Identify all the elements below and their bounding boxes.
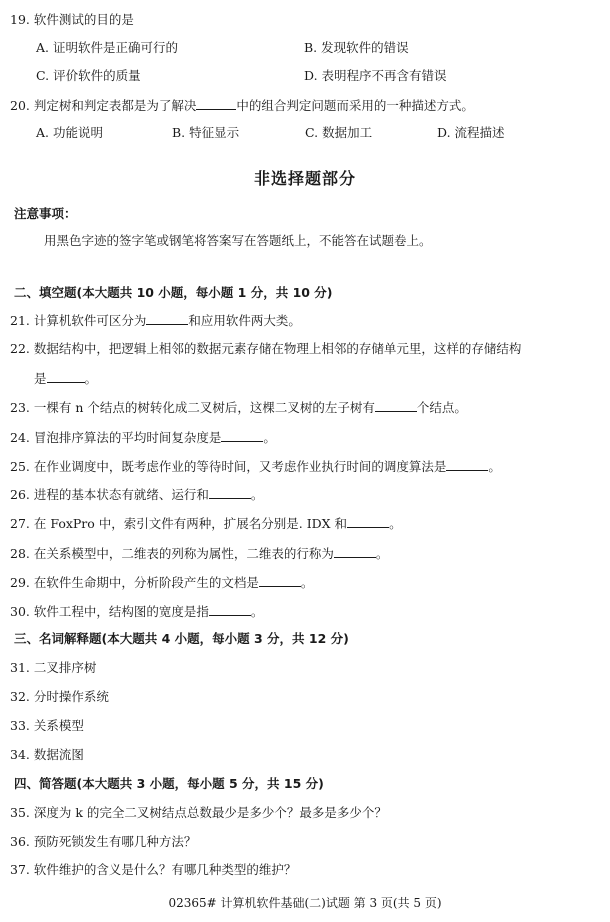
question-35: 35. 深度为 k 的完全二叉树结点总数最少是多少个？最多是多少个？ xyxy=(10,805,387,820)
question-22: 22. 数据结构中，把逻辑上相邻的数据元素存储在物理上相邻的存储单元里，这样的存储结构 xyxy=(10,341,522,356)
q27-text-pre: 27. 在 FoxPro 中，索引文件有两种，扩展名分别是. IDX 和 xyxy=(10,516,348,531)
question-37: 37. 软件维护的含义是什么？有哪几种类型的维护？ xyxy=(10,862,297,877)
q25-text-post: 。 xyxy=(488,459,501,474)
answer-blank xyxy=(146,312,188,325)
q22-text-pre: 是 xyxy=(34,371,47,386)
answer-blank xyxy=(446,458,488,471)
q29-text-post: 。 xyxy=(300,575,314,590)
q25-text-pre: 25. 在作业调度中，既考虑作业的等待时间，又考虑作业执行时间的调度算法是 xyxy=(10,459,447,474)
notice-body: 用黑色字迹的签字笔或钢笔将答案写在答题纸上，不能答在试题卷上。 xyxy=(44,233,432,248)
part4-heading: 四、简答题(本大题共 3 小题，每小题 5 分，共 15 分) xyxy=(14,776,324,791)
q20-option-b: B. 特征显示 xyxy=(172,125,240,140)
q28-text-post: 。 xyxy=(375,546,389,561)
q23-text-pre: 23. 一棵有 n 个结点的树转化成二叉树后，这棵二叉树的左子树有 xyxy=(10,400,375,415)
notice-title: 注意事项： xyxy=(14,206,77,221)
q19-option-b: B. 发现软件的错误 xyxy=(304,40,409,55)
question-23 xyxy=(10,399,467,416)
q20-text-post: 中的组合判定问题而采用的一种描述方式。 xyxy=(236,98,474,113)
section-title: 非选择题部分 xyxy=(253,169,356,188)
question-32: 32. 分时操作系统 xyxy=(10,689,109,704)
answer-blank xyxy=(334,545,376,558)
question-36: 36. 预防死锁发生有哪几种方法？ xyxy=(10,834,197,849)
q27-text-post: 。 xyxy=(389,516,402,531)
question-33: 33. 关系模型 xyxy=(10,718,84,733)
q29-text-pre: 29. 在软件生命期中，分析阶段产生的文档是 xyxy=(10,575,259,590)
q22-text-post: 。 xyxy=(84,371,98,386)
q20-option-d: D. 流程描述 xyxy=(437,125,505,140)
q28-text-pre: 28. 在关系模型中，二维表的列称为属性，二维表的行称为 xyxy=(10,546,334,561)
q21-text-post: 和应用软件两大类。 xyxy=(188,313,301,328)
q19-option-a: A. 证明软件是正确可行的 xyxy=(36,40,178,55)
answer-blank xyxy=(221,429,263,442)
question-24 xyxy=(10,429,276,446)
q23-text-post: 个结点。 xyxy=(416,400,467,415)
question-25 xyxy=(10,458,501,475)
page-footer: 02365# 计算机软件基础(二)试题 第 3 页(共 5 页) xyxy=(168,896,442,910)
q21-text-pre: 21. 计算机软件可区分为 xyxy=(10,313,147,328)
answer-blank xyxy=(47,370,85,383)
answer-blank xyxy=(347,515,389,528)
question-20 xyxy=(10,97,474,114)
q24-text-pre: 24. 冒泡排序算法的平均时间复杂度是 xyxy=(10,430,222,445)
q20-option-a: A. 功能说明 xyxy=(36,125,103,140)
question-19: 19. 软件测试的目的是 xyxy=(10,12,134,27)
question-31: 31. 二叉排序树 xyxy=(10,660,97,675)
question-29 xyxy=(10,574,313,591)
q30-text-post: 。 xyxy=(250,604,264,619)
question-28 xyxy=(10,545,388,562)
q24-text-post: 。 xyxy=(263,430,276,445)
answer-blank xyxy=(196,97,236,110)
question-27 xyxy=(10,515,402,532)
q19-option-d: D. 表明程序不再含有错误 xyxy=(304,68,447,83)
question-34: 34. 数据流图 xyxy=(10,747,84,762)
answer-blank xyxy=(375,399,417,412)
part3-heading: 三、名词解释题(本大题共 4 小题，每小题 3 分，共 12 分) xyxy=(14,631,349,646)
answer-blank xyxy=(209,486,251,499)
q26-text-pre: 26. 进程的基本状态有就绪、运行和 xyxy=(10,487,209,502)
answer-blank xyxy=(209,603,251,616)
q20-text-pre: 20. 判定树和判定表都是为了解决 xyxy=(10,98,197,113)
q26-text-post: 。 xyxy=(250,487,264,502)
q20-option-c: C. 数据加工 xyxy=(305,125,373,140)
q30-text-pre: 30. 软件工程中，结构图的宽度是指 xyxy=(10,604,209,619)
question-26 xyxy=(10,486,263,503)
question-21 xyxy=(10,312,301,329)
question-22-cont xyxy=(34,370,97,387)
question-30 xyxy=(10,603,263,620)
q19-option-c: C. 评价软件的质量 xyxy=(36,68,141,83)
part2-heading: 二、填空题(本大题共 10 小题，每小题 1 分，共 10 分) xyxy=(14,285,333,300)
answer-blank xyxy=(259,574,301,587)
